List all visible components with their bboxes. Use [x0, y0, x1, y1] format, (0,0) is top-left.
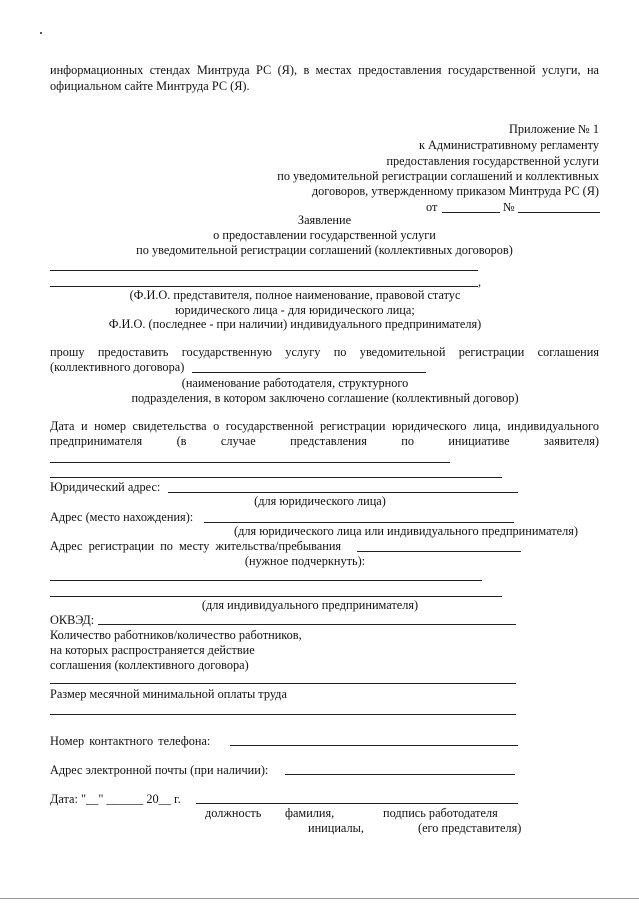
position-hint: должность: [205, 806, 262, 820]
registration-field-2[interactable]: [50, 580, 482, 581]
employer-name-field[interactable]: [192, 372, 426, 373]
intro-line-2: официальном сайте Минтруда РС (Я).: [50, 79, 250, 93]
employees-field[interactable]: [50, 683, 516, 684]
legal-address-hint: (для юридического лица): [254, 494, 386, 508]
initials-hint: инициалы,: [308, 821, 364, 835]
location-label: Адрес (место нахождения):: [50, 510, 194, 524]
registration-field[interactable]: [357, 551, 521, 552]
request-line-2: (коллективного договора): [50, 360, 185, 374]
title-subline-2: по уведомительной регистрации соглашений (коллективных договоров): [136, 243, 513, 257]
email-field[interactable]: [285, 774, 515, 775]
intro-line-1: информационных стендах Минтруда РС (Я), в местах предоставления государственной услуги, на: [50, 63, 599, 77]
order-number-label: №: [503, 200, 515, 214]
employees-line-2: на которых распространяется действие: [50, 643, 255, 657]
applicant-hint-2: юридического лица - для юридического лица;: [175, 303, 415, 317]
applicant-field-2[interactable]: [50, 286, 478, 287]
date-label: Дата: "__" ______ 20__ г.: [50, 792, 181, 806]
certificate-field-1[interactable]: [50, 462, 450, 463]
sign-hint: подпись работодателя: [383, 806, 498, 820]
okved-label: ОКВЭД:: [50, 613, 95, 627]
document-title: Заявление: [297, 213, 352, 227]
okved-field[interactable]: [98, 624, 516, 625]
location-hint: (для юридического лица или индивидуального предпринимателя): [234, 524, 578, 538]
surname-hint: фамилия,: [285, 806, 335, 820]
appendix-regulation: к Административному регламенту: [418, 138, 599, 152]
order-date-field[interactable]: [442, 212, 500, 213]
request-line-1: прошу предоставить государственную услугу по уведомительной регистрации соглашения: [50, 345, 599, 359]
appendix-service: предоставления государственной услуги: [386, 154, 599, 168]
representative-hint: (его представителя): [418, 821, 522, 835]
legal-address-field[interactable]: [168, 492, 518, 493]
applicant-hint-1: (Ф.И.О. представителя, полное наименование, правовой статус: [129, 288, 461, 302]
appendix-number: Приложение № 1: [508, 122, 599, 136]
employer-hint-1: (наименование работодателя, структурного: [181, 376, 409, 390]
registration-hint-2: (для индивидуального предпринимателя): [201, 598, 419, 612]
certificate-field-2[interactable]: [50, 477, 502, 478]
min-wage-label: Размер месячной минимальной оплаты труда: [50, 687, 287, 701]
signature-field[interactable]: [196, 803, 518, 804]
certificate-line-1: Дата и номер свидетельства о государственной регистрации юридического лица, индивидуального: [50, 419, 599, 433]
employees-line-1: Количество работников/количество работников,: [50, 628, 302, 642]
title-subline-1: о предоставлении государственной услуги: [213, 228, 436, 242]
legal-address-label: Юридический адрес:: [50, 480, 161, 494]
applicant-field-1[interactable]: [50, 270, 478, 271]
applicant-comma: ,: [478, 275, 482, 289]
registration-hint: (нужное подчеркнуть):: [244, 554, 366, 568]
email-label: Адрес электронной почты (при наличии):: [50, 763, 269, 777]
order-number-field[interactable]: [518, 212, 600, 213]
phone-field[interactable]: [230, 745, 518, 746]
appendix-registration: по уведомительной регистрации соглашений и коллективных: [277, 169, 599, 183]
appendix-order: договоров, утвержденному приказом Минтруда РС (Я): [311, 184, 599, 198]
order-date-label: от: [426, 200, 438, 214]
scan-speck: [40, 32, 42, 34]
registration-label: Адрес регистрации по месту жительства/пребывания: [50, 539, 342, 553]
certificate-line-2: предпринимателя (в случае представления по инициативе заявителя): [50, 434, 599, 448]
registration-field-3[interactable]: [50, 596, 502, 597]
phone-label: Номер контактного телефона:: [50, 734, 211, 748]
location-field[interactable]: [204, 522, 514, 523]
min-wage-field[interactable]: [50, 714, 516, 715]
employees-line-3: соглашения (коллективного договора): [50, 658, 249, 672]
applicant-hint-3: Ф.И.О. (последнее - при наличии) индивидуального предпринимателя): [108, 317, 482, 331]
employer-hint-2: подразделения, в котором заключено соглашение (коллективный договор): [131, 391, 519, 405]
scan-edge-line: [0, 898, 639, 899]
